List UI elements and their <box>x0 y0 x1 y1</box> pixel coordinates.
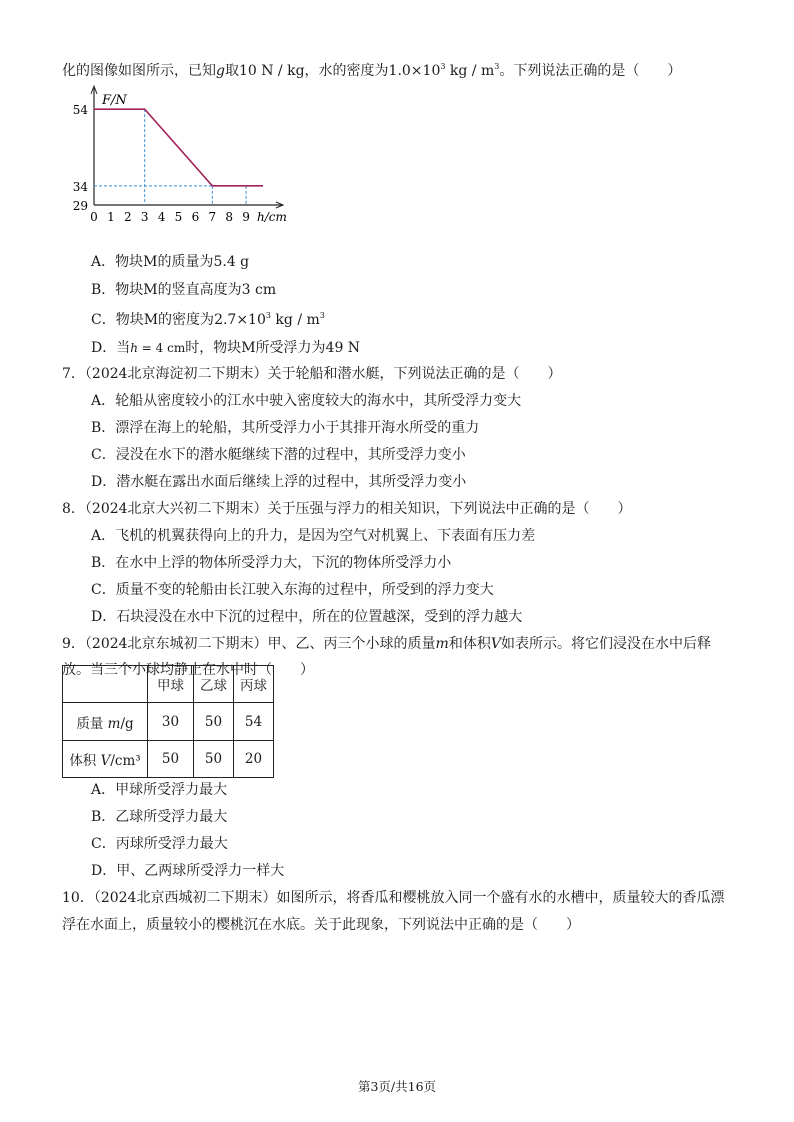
y-tick-label: 34 <box>72 179 88 194</box>
intro-text-a: 化的图像如图所示，已知 <box>62 63 216 79</box>
x-axis-label: h/cm <box>257 210 287 224</box>
q7-option-a: A．轮船从密度较小的江水中驶入密度较大的海水中，其所受浮力变大 <box>91 393 522 409</box>
question-6-intro <box>62 61 681 81</box>
table-header-yi: 乙球 <box>194 666 234 703</box>
q8-option-c: C．质量不变的轮船由长江驶入东海的过程中，所受到的浮力变大 <box>91 582 494 598</box>
g-symbol: g <box>216 63 225 79</box>
q6-option-c <box>91 310 325 330</box>
h-symbol: h <box>130 341 138 355</box>
volume-symbol: V <box>100 753 111 769</box>
volume-label <box>63 741 148 778</box>
table-header-row <box>63 666 274 703</box>
y-axis-label: F/N <box>102 93 127 108</box>
table-header-bing: 丙球 <box>234 666 274 703</box>
q6-option-b-value: 3 cm <box>241 282 277 298</box>
h-equals: = 4 cm <box>137 341 186 355</box>
q6-option-c-unit: kg / m <box>270 312 320 328</box>
q6-option-c-exponent: 3 <box>265 311 271 320</box>
q6-option-d <box>91 338 360 358</box>
mass-label <box>63 703 148 741</box>
force-depth-chart <box>60 80 360 225</box>
q9-stem-b: 和体积 <box>448 636 491 652</box>
x-tick-label: 5 <box>174 210 183 224</box>
q9-option-c: C．丙球所受浮力最大 <box>91 836 228 852</box>
mass-unit: /g <box>120 715 134 732</box>
q9-option-b: B．乙球所受浮力最大 <box>91 809 228 825</box>
g-value: 10 N / kg <box>238 63 305 79</box>
x-tick-label: 4 <box>157 210 166 224</box>
q9-option-d: D．甲、乙两球所受浮力一样大 <box>91 863 285 879</box>
density-exponent: 3 <box>440 62 446 71</box>
x-tick-label: 7 <box>208 210 217 224</box>
q6-option-c-letter: C． <box>91 312 116 328</box>
q9-stem-a: 9．（2024北京东城初二下期末）甲、乙、丙三个小球的质量 <box>62 636 436 652</box>
table-row-volume <box>63 741 274 778</box>
q6-option-b-letter: B． <box>91 282 116 298</box>
x-tick-label: 6 <box>191 210 200 224</box>
q6-option-c-text: 物块M的密度为 <box>115 312 215 328</box>
table-corner-cell <box>63 666 148 703</box>
q8-stem: 8．（2024北京大兴初二下期末）关于压强与浮力的相关知识，下列说法中正确的是（ ） <box>62 501 632 517</box>
q6-option-a <box>91 252 249 272</box>
q6-option-b <box>91 280 276 300</box>
x-tick-label: 2 <box>123 210 132 224</box>
x-tick-label: 8 <box>225 210 234 224</box>
q6-option-b-text: 物块M的竖直高度为 <box>115 282 242 298</box>
q6-option-d-text1: 当 <box>116 340 131 356</box>
mass-bing: 54 <box>234 703 274 741</box>
mass-symbol: m <box>107 715 121 732</box>
y-tick-label: 54 <box>72 103 88 118</box>
density-unit: kg / m <box>445 63 495 79</box>
mass-label-text: 质量 <box>76 715 108 732</box>
x-tick-label: 3 <box>140 210 149 224</box>
m-symbol: m <box>435 636 449 652</box>
q10-stem-line2: 浮在水面上，质量较小的樱桃沉在水底。关于此现象，下列说法中正确的是（ ） <box>62 917 580 933</box>
q8-option-d: D．石块浸没在水中下沉的过程中，所在的位置越深，受到的浮力越大 <box>91 609 523 625</box>
q6-option-d-value: 49 N <box>325 340 361 356</box>
q6-option-a-letter: A． <box>91 254 116 270</box>
q6-option-a-text: 物块M的质量为 <box>115 254 214 270</box>
volume-bing: 20 <box>234 741 274 778</box>
x-tick-label: 1 <box>107 210 115 224</box>
q7-stem: 7．（2024北京海淀初二下期末）关于轮船和潜水艇，下列说法正确的是（ ） <box>62 366 562 382</box>
q6-option-d-letter: D． <box>91 340 117 356</box>
q7-option-c: C．浸没在水下的潜水艇继续下潜的过程中，其所受浮力变小 <box>91 447 466 463</box>
q8-option-a: A．飞机的机翼获得向上的升力，是因为空气对机翼上、下表面有压力差 <box>91 528 536 544</box>
q6-option-c-value: 2.7×10 <box>214 312 266 328</box>
volume-unit: /cm³ <box>110 753 141 769</box>
q7-option-d: D．潜水艇在露出水面后继续上浮的过程中，其所受浮力变小 <box>91 474 467 490</box>
intro-text-d: 。下列说法正确的是（ ） <box>499 63 682 79</box>
x-tick-label: 0 <box>90 210 98 224</box>
table-header-jia: 甲球 <box>148 666 194 703</box>
q10-stem-line1: 10．（2024北京西城初二下期末）如图所示，将香瓜和樱桃放入同一个盛有水的水槽中，质量较大的香瓜漂 <box>62 890 725 906</box>
water-density-value: 1.0×10 <box>388 63 441 79</box>
x-tick-label: 9 <box>242 210 250 224</box>
q6-option-a-value: 5.4 g <box>213 254 250 270</box>
mass-jia: 30 <box>148 703 194 741</box>
q9-option-a: A．甲球所受浮力最大 <box>91 782 228 798</box>
q6-option-c-unit-exponent: 3 <box>319 311 325 320</box>
v-symbol: V <box>490 636 501 652</box>
intro-text-c: ，水的密度为 <box>304 63 389 79</box>
table-row-mass <box>63 703 274 741</box>
volume-yi: 50 <box>194 741 234 778</box>
volume-label-text: 体积 <box>69 753 101 769</box>
q9-stem-c: 如表所示。将它们浸没在水中后释 <box>500 636 711 652</box>
density-unit-exponent: 3 <box>494 62 500 71</box>
y-tick-label: 29 <box>72 199 88 213</box>
page-footer: 第3页/共16页 <box>357 1079 437 1094</box>
q8-option-b: B．在水中上浮的物体所受浮力大，下沉的物体所受浮力小 <box>91 555 452 571</box>
q9-stem-line1 <box>62 634 711 654</box>
q6-option-d-text2: 时，物块M所受浮力为 <box>185 340 326 356</box>
q9-stem-line2: 放。当三个小球均静止在水中时（ ） <box>62 662 314 678</box>
volume-jia: 50 <box>148 741 194 778</box>
q9-data-table <box>62 665 274 778</box>
intro-text-b: 取 <box>224 63 239 79</box>
q7-option-b: B．漂浮在海上的轮船，其所受浮力小于其排开海水所受的重力 <box>91 420 480 436</box>
force-line <box>94 109 263 186</box>
mass-yi: 50 <box>194 703 234 741</box>
